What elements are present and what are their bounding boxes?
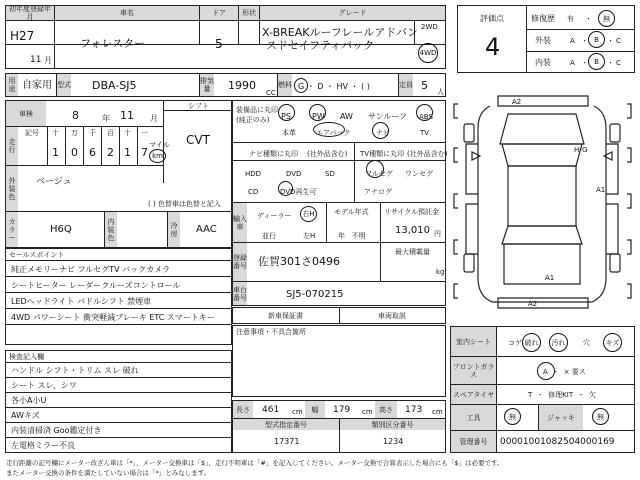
color-label: 外装色 — [6, 166, 18, 211]
color-note: ( ) 色替車は色替と記入 — [148, 200, 221, 208]
ac-value: AAC — [196, 224, 217, 235]
capacity-unit: 人 — [437, 88, 444, 96]
mileage-digit-3: 6 — [89, 146, 96, 159]
damage-a2-front: A2 — [512, 98, 522, 106]
note-line-5: 内装清掃済 Goo鑑定付き — [11, 426, 102, 435]
mileage-note: 記号 — [25, 129, 39, 137]
registration-label: 登録番号 — [233, 243, 247, 281]
management-number: 00001001082504000169 — [500, 437, 615, 447]
recycle-value: 13,010 — [395, 225, 430, 236]
exterior-label: 外装 — [535, 36, 551, 45]
displacement-value: 1990 — [228, 79, 256, 92]
equip-navi: ナビ — [376, 129, 390, 137]
note-line-4: AWキズ — [11, 411, 40, 420]
navi-note: (社外品含む) — [307, 150, 348, 158]
import-label: 輸入車 — [233, 203, 247, 242]
shift-label: シフト — [188, 102, 209, 110]
jack-none-circled: 無 — [592, 408, 609, 425]
model-value: DBA-SJ5 — [92, 79, 137, 92]
inspection-year: 8 — [72, 109, 79, 122]
spare-label: スペアタイヤ — [451, 385, 496, 404]
equip-ps: PS — [281, 112, 291, 121]
management-label: 管理番号 — [451, 431, 496, 452]
damage-hg-windshield: H-G — [574, 146, 588, 154]
note-line-6: 左電格ミラー不良 — [11, 441, 75, 450]
score-value: 4 — [485, 33, 501, 61]
model-year-label: モデル年式 — [334, 208, 369, 216]
year-label: 初年度登録年月 — [6, 6, 54, 20]
repair-sep: ・ — [585, 15, 592, 23]
registration-number: 佐賀301さ0496 — [258, 255, 340, 268]
first-reg-month: 11 — [30, 55, 42, 65]
navi-dvd-playback-circle — [278, 181, 293, 196]
inspector-notes-label: 検査記入欄 — [9, 353, 44, 361]
new-car-warranty: 新車保証書 — [268, 312, 303, 320]
seat-burn: コゲ — [508, 339, 522, 347]
steering-right-circled: 右H — [300, 206, 317, 222]
month-unit: 月 — [44, 56, 52, 65]
import-dealer: ディーラー — [257, 212, 292, 220]
navi-sd: SD — [325, 170, 335, 178]
interior-a: A — [570, 59, 575, 67]
color-code: H6Q — [50, 224, 72, 235]
width-unit: cm — [362, 408, 373, 416]
chassis-number: SJ5-070215 — [286, 289, 344, 300]
length-unit: cm — [292, 408, 303, 416]
seat-hole: 穴 — [583, 339, 590, 347]
displacement-label: 排気量 — [200, 74, 214, 96]
grade-line2: スドセイフティパック — [266, 39, 375, 52]
equip-navi-circle — [372, 122, 389, 139]
car-damage-diagram — [450, 84, 635, 324]
width-label: 幅 — [305, 401, 325, 418]
sales-line-2: シートヒーター レーダークルーズコントロール — [11, 281, 181, 290]
shift-value: CVT — [186, 133, 210, 147]
sales-line-1: 純正メモリーナビ フルセグTV バックカメラ — [11, 265, 171, 274]
interior-label: 内装 — [535, 58, 551, 67]
interior-sep2: ・ — [607, 59, 614, 67]
color-code-label: カラー — [6, 212, 18, 247]
mileage-digit-2: 0 — [71, 146, 78, 159]
sales-line-4: 4WD パワーシート 衝突軽減ブレーキ ETC スマートキー — [11, 313, 215, 322]
unit-10k: 万 — [71, 129, 78, 137]
inspection-month: 11 — [120, 109, 134, 122]
equip-tv: TV — [420, 129, 430, 137]
grade-label: グレード — [260, 6, 445, 20]
jack-label: ジャッキ — [539, 405, 583, 430]
height-label: 高さ — [375, 401, 397, 418]
damage-a2-rear: A2 — [528, 300, 538, 308]
navi-label: ナビ種類に丸印 — [249, 150, 298, 158]
recycle-unit: 円 — [434, 230, 441, 238]
first-reg-year: H27 — [10, 29, 35, 43]
repair-yes: 有 — [567, 15, 574, 23]
fuel-selected-circle — [294, 78, 308, 93]
spec-row — [5, 73, 446, 97]
interior-color-label: 内装色 — [105, 212, 117, 247]
repair-label: 修復歴 — [531, 14, 555, 23]
tv-note: (社外品含む) — [407, 150, 448, 158]
exterior-sep1: ・ — [581, 37, 588, 45]
type-number-label: 型式指定番号 — [233, 419, 339, 430]
fuel-label: 燃料 — [278, 74, 292, 96]
unit-100k: 十 — [52, 129, 59, 137]
car-outline-icon — [450, 84, 635, 324]
note-line-1: ハンドル シフト・トリム スレ 破れ — [11, 366, 139, 375]
navi-dvd: DVD — [286, 170, 302, 178]
type-number: 17371 — [274, 437, 300, 446]
equipment-sublabel: (純正のみ) — [236, 116, 270, 124]
note-line-2: シート スレ、シワ — [11, 381, 77, 390]
tv-oneseg: ワンセグ — [405, 170, 433, 178]
repair-no-circled: 無 — [598, 10, 615, 27]
unit-1: 一 — [141, 129, 148, 137]
grade-line1: X-BREAKルーフレールアドバン — [262, 26, 419, 39]
max-load-unit: kg — [436, 268, 445, 276]
mileage-digit-6: 7 — [141, 146, 148, 159]
seat-scratch-circled: キズ — [603, 333, 622, 352]
fuel-options: G ・ D ・ HV ・ ( ) — [298, 82, 370, 91]
inspection-label: 車検 — [6, 101, 46, 126]
door-count: 5 — [215, 37, 223, 51]
height-value: 173 — [405, 405, 423, 415]
equip-aw: AW — [340, 112, 353, 121]
unit-km-circled: km — [149, 149, 166, 163]
height-unit: cm — [432, 408, 443, 416]
color-value: ベージュ — [36, 177, 72, 187]
mileage-digit-1: 1 — [52, 146, 59, 159]
tv-label: TV種類に丸印 — [360, 150, 405, 158]
tools-label: 工具 — [451, 405, 496, 430]
interior-b-circled: B — [588, 53, 605, 70]
inspection-month-unit: 月 — [150, 114, 158, 123]
equip-ps-circle — [278, 104, 295, 121]
remarks-label: 注意事項・不具合箇所 — [236, 328, 306, 336]
equipment-label: 装備品に丸印 — [236, 106, 278, 114]
car-name: フォレスター — [80, 37, 146, 50]
ac-label: 冷房 — [168, 212, 180, 247]
drive-2wd: 2WD — [421, 23, 438, 31]
equip-airbag: エアバック — [316, 129, 351, 137]
navi-dvd-playback: DVD再生可 — [280, 188, 317, 196]
interior-sep1: ・ — [581, 59, 588, 67]
chassis-label: 車台番号 — [233, 282, 247, 305]
length-value: 461 — [262, 405, 280, 415]
equip-abs: ABS — [419, 113, 433, 121]
length-label: 長さ — [233, 401, 253, 418]
model-label: 型式 — [57, 74, 71, 96]
seat-label: 室内シート — [451, 327, 496, 356]
exterior-a: A — [570, 37, 575, 45]
mileage-label: 走行 — [6, 127, 18, 165]
footer-line-1: 走行距離の記号欄にメーター改ざん車は「*」、メーター交換車は「$」、走行不明車は「#」を記入してください。メーター交換で合算表示した場合にも「$」は必要です。 — [6, 459, 504, 467]
unit-1k: 千 — [89, 129, 96, 137]
damage-a1-right: A1 — [596, 186, 606, 194]
unit-mile: マイル — [149, 141, 170, 149]
width-value: 179 — [333, 405, 351, 415]
seat-tear-circled: 破れ — [522, 333, 541, 352]
windshield-options: A ・ × 要ス — [543, 368, 586, 376]
tv-fullseg: フルセグ — [365, 170, 393, 178]
exterior-b-circled: B — [588, 31, 605, 48]
sales-points-label: セールスポイント — [9, 251, 65, 259]
equip-pw: PW — [312, 112, 325, 121]
tv-analog: アナログ — [364, 188, 392, 196]
class-number: 1234 — [383, 437, 404, 446]
mileage-digit-5: 1 — [124, 146, 131, 159]
tv-fullseg-circle — [366, 160, 384, 178]
capacity-label: 定員 — [399, 74, 413, 96]
unit-10: 十 — [124, 129, 131, 137]
capacity-value: 5 — [421, 79, 428, 92]
use-value: 自家用 — [22, 80, 52, 91]
tools-none-circled: 無 — [504, 408, 521, 425]
footer-line-2: またメーター交換の条件を満たしていない場合は「*」とみなします。 — [6, 469, 211, 477]
inspection-year-unit: 年 — [102, 114, 110, 123]
equip-airbag-circle — [313, 122, 345, 137]
recycle-label: リサイクル預託金 — [384, 208, 440, 216]
sales-line-3: LEDヘッドライト パドルシフト 禁煙車 — [11, 297, 152, 306]
shape-label: 形状 — [239, 6, 259, 20]
drive-4wd-circled: 4WD — [418, 43, 438, 63]
windshield-label: フロントガラス — [451, 357, 496, 384]
damage-a1-rear: A1 — [545, 274, 555, 282]
doors-label: ドア — [200, 6, 238, 20]
vehicle-manual: 車両取説 — [378, 312, 406, 320]
seat-stain-circled: 汚れ — [549, 333, 568, 352]
spare-options: T ・ 修理KIT ・ 欠 — [528, 391, 597, 399]
equip-sunroof: サンルーフ — [368, 112, 407, 121]
displacement-unit: CC — [266, 89, 276, 97]
exterior-sep2: ・ — [607, 37, 614, 45]
navi-cd: CD — [248, 188, 259, 196]
interior-c: C — [616, 59, 621, 67]
steering-left: 左H — [303, 232, 316, 240]
name-label: 車名 — [55, 6, 199, 20]
import-parallel: 並行 — [262, 232, 276, 240]
equip-abs-circle — [416, 104, 433, 121]
equip-leather: 本革 — [282, 129, 296, 137]
class-number-label: 類別区分番号 — [340, 419, 445, 430]
unit-100: 百 — [107, 129, 114, 137]
score-label: 評価点 — [480, 14, 504, 23]
use-side: 用途 — [6, 74, 18, 96]
note-line-3: 各小A小U — [11, 396, 47, 405]
navi-hdd: HDD — [245, 170, 262, 178]
mileage-digit-4: 2 — [107, 146, 114, 159]
max-load-label: 最大積載量 — [395, 248, 430, 256]
model-year-value: 年 不明 — [338, 232, 366, 240]
exterior-c: C — [616, 37, 621, 45]
equip-pw-circle — [309, 104, 326, 121]
